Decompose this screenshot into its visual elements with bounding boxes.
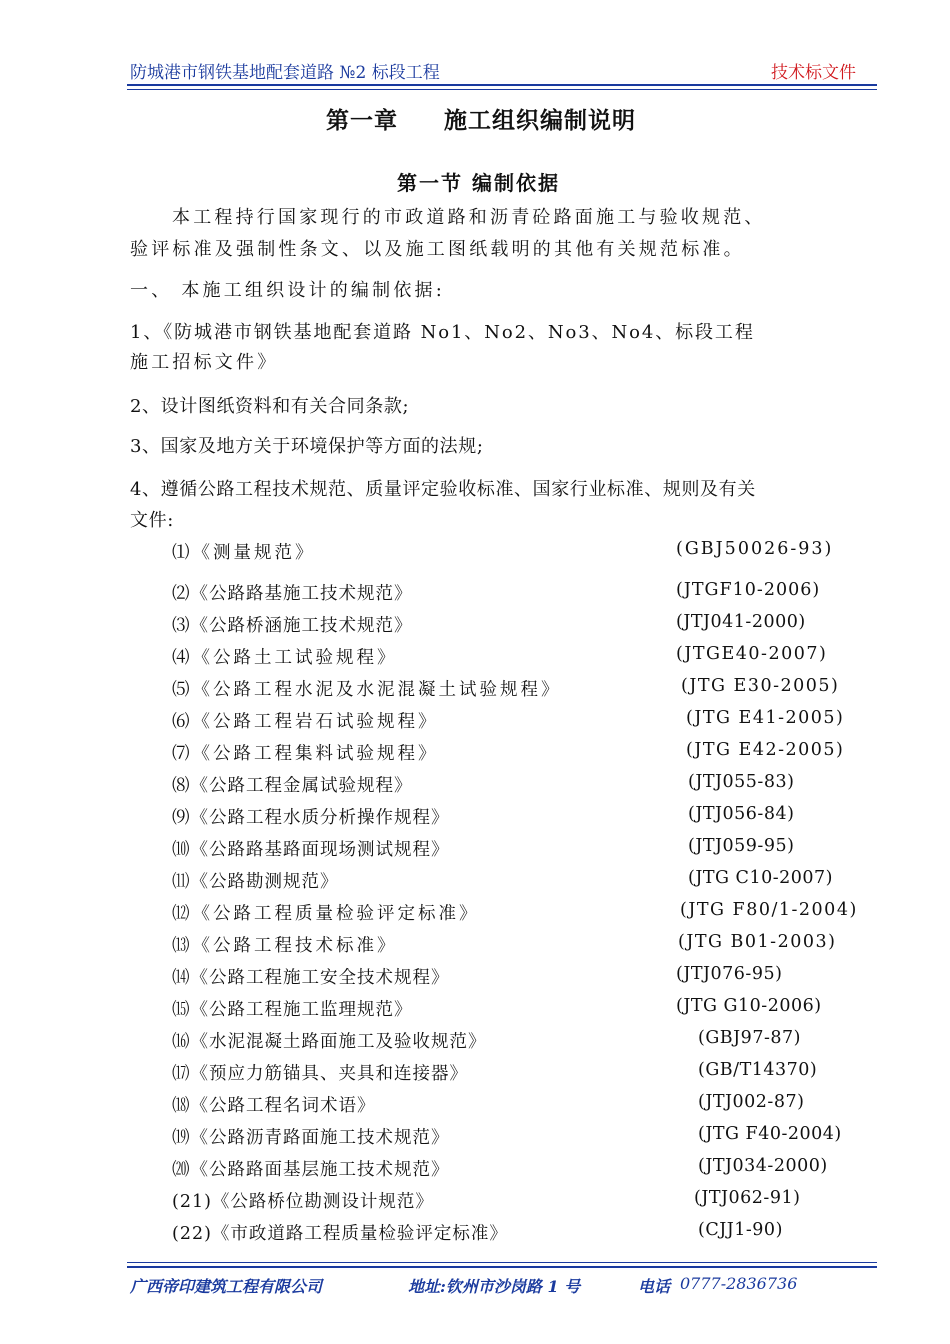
reference-code: (JTG B01-2003) — [678, 932, 837, 952]
reference-code: (JTJ076-95) — [676, 964, 783, 984]
chapter-title — [326, 102, 636, 135]
reference-title: ⑸《公路工程水泥及水泥混凝土试验规程》 — [172, 680, 562, 700]
item-3: 3、国家及地方关于环境保护等方面的法规; — [130, 436, 484, 457]
reference-title: (21)《公路桥位勘测设计规范》 — [172, 1192, 434, 1212]
reference-code: (JTG E41-2005) — [686, 708, 845, 728]
reference-title: ⑹《公路工程岩石试验规程》 — [172, 712, 439, 732]
reference-title: ⒁《公路工程施工安全技术规程》 — [172, 968, 450, 988]
reference-code: (JTJ041-2000) — [676, 612, 806, 632]
reference-code: (GB/T14370) — [698, 1060, 818, 1080]
reference-title: ⒅《公路工程名词术语》 — [172, 1096, 376, 1116]
chapter-number: 第一章 — [326, 107, 398, 134]
reference-code: (JTJ034-2000) — [698, 1156, 828, 1176]
item-4-line-2: 文件: — [130, 510, 174, 531]
footer-phone: 0777-2836736 — [680, 1274, 798, 1293]
reference-title: ⑽《公路路基路面现场测试规程》 — [172, 840, 450, 860]
reference-code: (JTG G10-2006) — [676, 996, 822, 1016]
reference-code: (JTJ059-95) — [688, 836, 795, 856]
reference-code: (JTG E30-2005) — [681, 676, 840, 696]
reference-title: ⑵《公路路基施工技术规范》 — [172, 584, 413, 604]
header-project-title: 防城港市钢铁基地配套道路 №2 标段工程 — [130, 63, 440, 83]
header-rule-thin — [127, 89, 877, 90]
reference-title: ⑶《公路桥涵施工技术规范》 — [172, 616, 413, 636]
reference-code: (JTG C10-2007) — [688, 868, 833, 888]
item-1-line-2: 施工招标文件》 — [130, 352, 279, 373]
reference-title: ⒆《公路沥青路面施工技术规范》 — [172, 1128, 450, 1148]
reference-code: (JTG F40-2004) — [698, 1124, 842, 1144]
intro-line-2: 验评标准及强制性条文、以及施工图纸载明的其他有关规范标准。 — [130, 239, 745, 260]
basis-heading: 一、 本施工组织设计的编制依据: — [130, 280, 445, 301]
reference-code: (JTJ056-84) — [688, 804, 795, 824]
reference-title: ⑻《公路工程金属试验规程》 — [172, 776, 413, 796]
header-rule-thick — [127, 84, 877, 86]
intro-line-1: 本工程持行国家现行的市政道路和沥青砼路面施工与验收规范、 — [172, 207, 766, 228]
reference-code: (JTG E42-2005) — [686, 740, 845, 760]
footer-rule-thin — [127, 1262, 877, 1263]
reference-code: (JTJ002-87) — [698, 1092, 805, 1112]
reference-code: (JTJ055-83) — [688, 772, 795, 792]
footer-rule-thick — [127, 1266, 877, 1268]
footer-address: 地址:钦州市沙岗路 1 号 — [408, 1277, 581, 1296]
reference-title: ⒄《预应力筋锚具、夹具和连接器》 — [172, 1064, 468, 1084]
reference-title: ⒃《水泥混凝土路面施工及验收规范》 — [172, 1032, 487, 1052]
reference-code: (JTJ062-91) — [694, 1188, 801, 1208]
reference-code: (CJJ1-90) — [698, 1220, 783, 1240]
reference-code: (GBJ97-87) — [698, 1028, 801, 1048]
reference-title: ⑾《公路勘测规范》 — [172, 872, 339, 892]
reference-title: ⒇《公路路面基层施工技术规范》 — [172, 1160, 450, 1180]
reference-title: ⑷《公路土工试验规程》 — [172, 648, 398, 668]
reference-code: (GBJ50026-93) — [676, 539, 834, 559]
header-doc-type: 技术标文件 — [771, 63, 856, 83]
reference-code: (JTGF10-2006) — [676, 580, 821, 600]
footer-phone-label: 电话 — [638, 1277, 671, 1296]
chapter-name: 施工组织编制说明 — [444, 107, 636, 134]
reference-title: ⒂《公路工程施工监理规范》 — [172, 1000, 413, 1020]
item-1-line-1: 1、《防城港市钢铁基地配套道路 No1、No2、No3、No4、标段工程 — [130, 322, 755, 343]
item-4-line-1: 4、遵循公路工程技术规范、质量评定验收标准、国家行业标准、规则及有关 — [130, 479, 756, 500]
reference-title: ⑴《测量规范》 — [172, 543, 316, 563]
reference-title: (22)《市政道路工程质量检验评定标准》 — [172, 1224, 508, 1244]
reference-code: (JTGE40-2007) — [676, 644, 828, 664]
reference-title: ⒀《公路工程技术标准》 — [172, 936, 398, 956]
footer-company: 广西帝印建筑工程有限公司 — [130, 1277, 323, 1296]
reference-title: ⑿《公路工程质量检验评定标准》 — [172, 904, 480, 924]
reference-title: ⑼《公路工程水质分析操作规程》 — [172, 808, 450, 828]
section-title: 第一节 编制依据 — [397, 171, 560, 195]
reference-code: (JTG F80/1-2004) — [680, 900, 858, 920]
item-2: 2、设计图纸资料和有关合同条款; — [130, 396, 410, 417]
reference-title: ⑺《公路工程集料试验规程》 — [172, 744, 439, 764]
